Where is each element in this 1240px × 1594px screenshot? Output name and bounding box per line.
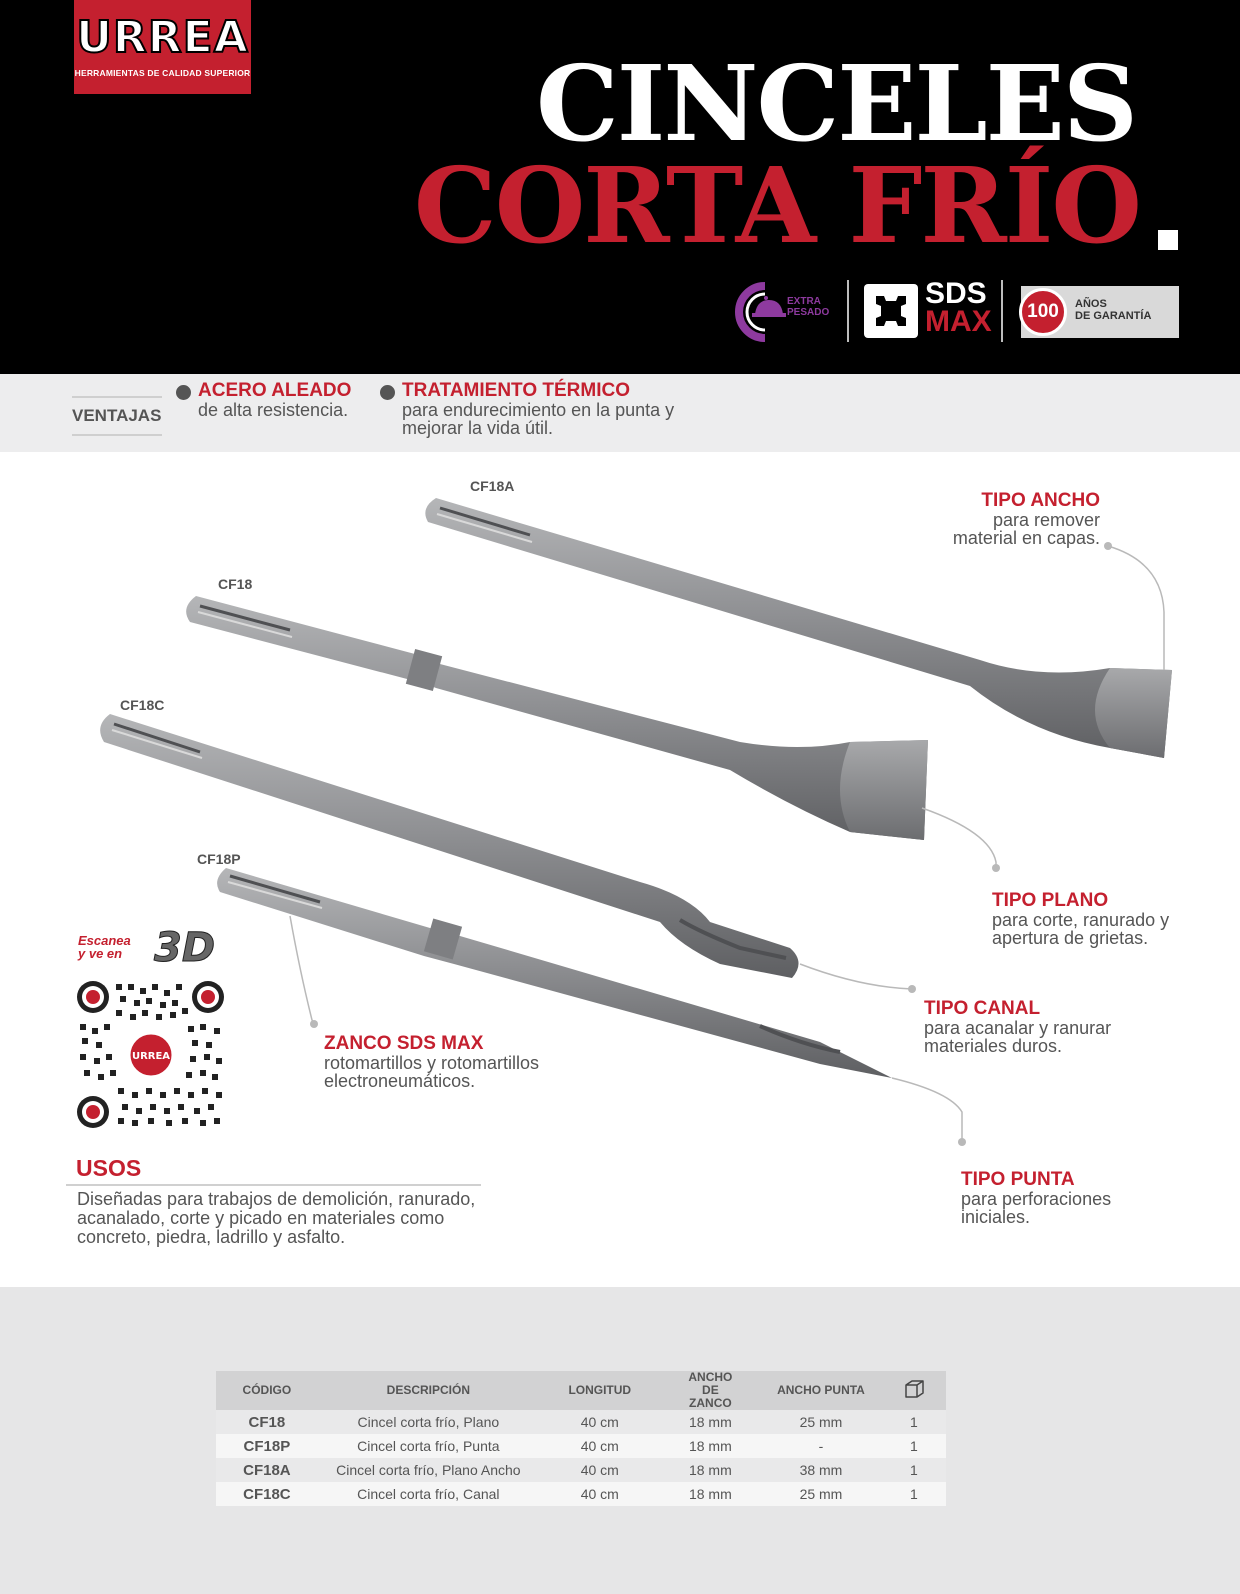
col-header-quantity [882, 1371, 946, 1410]
callout-title: TIPO CANAL [924, 998, 1041, 1019]
max-text: MAX [925, 305, 992, 338]
product-code-label: CF18 [218, 576, 253, 592]
callout-tipo-ancho [940, 491, 1100, 547]
callout-text: para remover material en capas. [952, 510, 1100, 548]
scan-text-line1: Escanea [78, 933, 131, 948]
cell-shank: 18 mm [661, 1410, 761, 1434]
cell-qty: 1 [882, 1458, 946, 1482]
uses-title: USOS [76, 1155, 142, 1181]
badges-row [735, 277, 1185, 344]
advantage-title: ACERO ALEADO [198, 380, 352, 401]
spec-table [216, 1371, 946, 1506]
title-line-2: CORTA FRÍO [413, 144, 1140, 267]
urrea-logo[interactable] [74, 0, 251, 94]
cell-code: CF18 [216, 1410, 318, 1434]
extra-heavy-label: EXTRA PESADO [787, 296, 830, 318]
logo-tagline: HERRAMIENTAS DE CALIDAD SUPERIOR [74, 68, 251, 78]
warranty-label-line1: AÑOS [1075, 298, 1107, 310]
cell-code: CF18C [216, 1482, 318, 1506]
scan-text-line2: y ve en [78, 946, 123, 961]
cell-description: Cincel corta frío, Punta [318, 1434, 539, 1458]
cell-tip: 25 mm [760, 1482, 882, 1506]
callout-tipo-punta [961, 1170, 1161, 1226]
uses-divider [66, 1184, 481, 1186]
cell-code: CF18P [216, 1434, 318, 1458]
callout-title: ZANCO SDS MAX [324, 1033, 484, 1054]
table-header-row [216, 1371, 946, 1410]
cell-tip: - [760, 1434, 882, 1458]
advantages-band [0, 374, 1240, 452]
advantage-title: TRATAMIENTO TÉRMICO [402, 380, 630, 401]
callout-text: rotomartillos y rotomartillos electroneumáticos. [324, 1053, 540, 1091]
table-row [216, 1434, 946, 1458]
cell-qty: 1 [882, 1434, 946, 1458]
callout-tipo-canal [924, 999, 1144, 1055]
badge-divider [1001, 280, 1003, 342]
cell-length: 40 cm [539, 1482, 661, 1506]
product-code-label: CF18P [197, 851, 241, 867]
hard-hat-icon [735, 282, 791, 342]
col-header-shank-width: ANCHO DE ZANCO [661, 1371, 761, 1410]
callout-tipo-plano [992, 891, 1192, 947]
callout-zanco-sds-max [324, 1034, 574, 1090]
table-row [216, 1410, 946, 1434]
header-banner [0, 0, 1240, 374]
advantage-text: de alta resistencia. [198, 400, 349, 420]
table-row [216, 1482, 946, 1506]
table-row [216, 1458, 946, 1482]
cell-shank: 18 mm [661, 1434, 761, 1458]
qr-code[interactable] [76, 980, 226, 1130]
sds-text: SDS [925, 277, 987, 310]
col-header-description: DESCRIPCIÓN [318, 1371, 539, 1410]
cell-length: 40 cm [539, 1458, 661, 1482]
bullet-icon [380, 385, 395, 400]
cell-description: Cincel corta frío, Plano Ancho [318, 1458, 539, 1482]
title-line-1: CINCELES [535, 42, 1136, 165]
col-header-length: LONGITUD [539, 1371, 661, 1410]
warranty-number: 100 [1019, 288, 1067, 336]
callout-text: para acanalar y ranurar materiales duros. [924, 1018, 1112, 1056]
warranty-badge [1021, 286, 1179, 338]
scan-3d-heading [78, 925, 228, 974]
cell-length: 40 cm [539, 1434, 661, 1458]
cell-tip: 25 mm [760, 1410, 882, 1434]
callout-title: TIPO PUNTA [961, 1169, 1075, 1190]
uses-text: Diseñadas para trabajos de demolición, ranurado, acanalado, corte y picado en materiales como concreto, piedra, ladrillo y asfalto. [77, 1189, 476, 1247]
warranty-label-line2: DE GARANTÍA [1075, 310, 1152, 322]
extra-heavy-badge [735, 282, 835, 342]
cell-shank: 18 mm [661, 1482, 761, 1506]
box-icon [903, 1378, 925, 1400]
callout-text: para corte, ranurado y apertura de grietas. [992, 910, 1170, 948]
bullet-icon [176, 385, 191, 400]
callout-text: para perforaciones iniciales. [961, 1189, 1112, 1227]
advantage-text: para endurecimiento en la punta y mejorar la vida útil. [402, 400, 675, 438]
product-code-label: CF18C [120, 697, 165, 713]
col-header-tip-width: ANCHO PUNTA [760, 1371, 882, 1410]
callout-title: TIPO PLANO [992, 890, 1109, 911]
scan-text [78, 934, 131, 960]
sds-max-label [925, 277, 992, 338]
logo-wordmark: URREA [76, 12, 249, 63]
cell-description: Cincel corta frío, Canal [318, 1482, 539, 1506]
col-header-code: CÓDIGO [216, 1371, 318, 1410]
badge-divider [847, 280, 849, 342]
sds-max-shank-icon [864, 284, 918, 338]
cell-tip: 38 mm [760, 1458, 882, 1482]
cell-shank: 18 mm [661, 1458, 761, 1482]
cell-qty: 1 [882, 1482, 946, 1506]
advantages-label: VENTAJAS [72, 396, 162, 436]
product-code-label: CF18A [470, 478, 515, 494]
warranty-label [1075, 298, 1151, 322]
cell-length: 40 cm [539, 1410, 661, 1434]
cell-description: Cincel corta frío, Plano [318, 1410, 539, 1434]
cell-code: CF18A [216, 1458, 318, 1482]
chisels-illustration [0, 452, 1240, 1282]
title-period [1158, 230, 1178, 250]
callout-title: TIPO ANCHO [981, 490, 1100, 511]
cell-qty: 1 [882, 1410, 946, 1434]
3d-text: 3D [154, 925, 216, 971]
qr-center-logo: URREA [131, 1051, 171, 1062]
